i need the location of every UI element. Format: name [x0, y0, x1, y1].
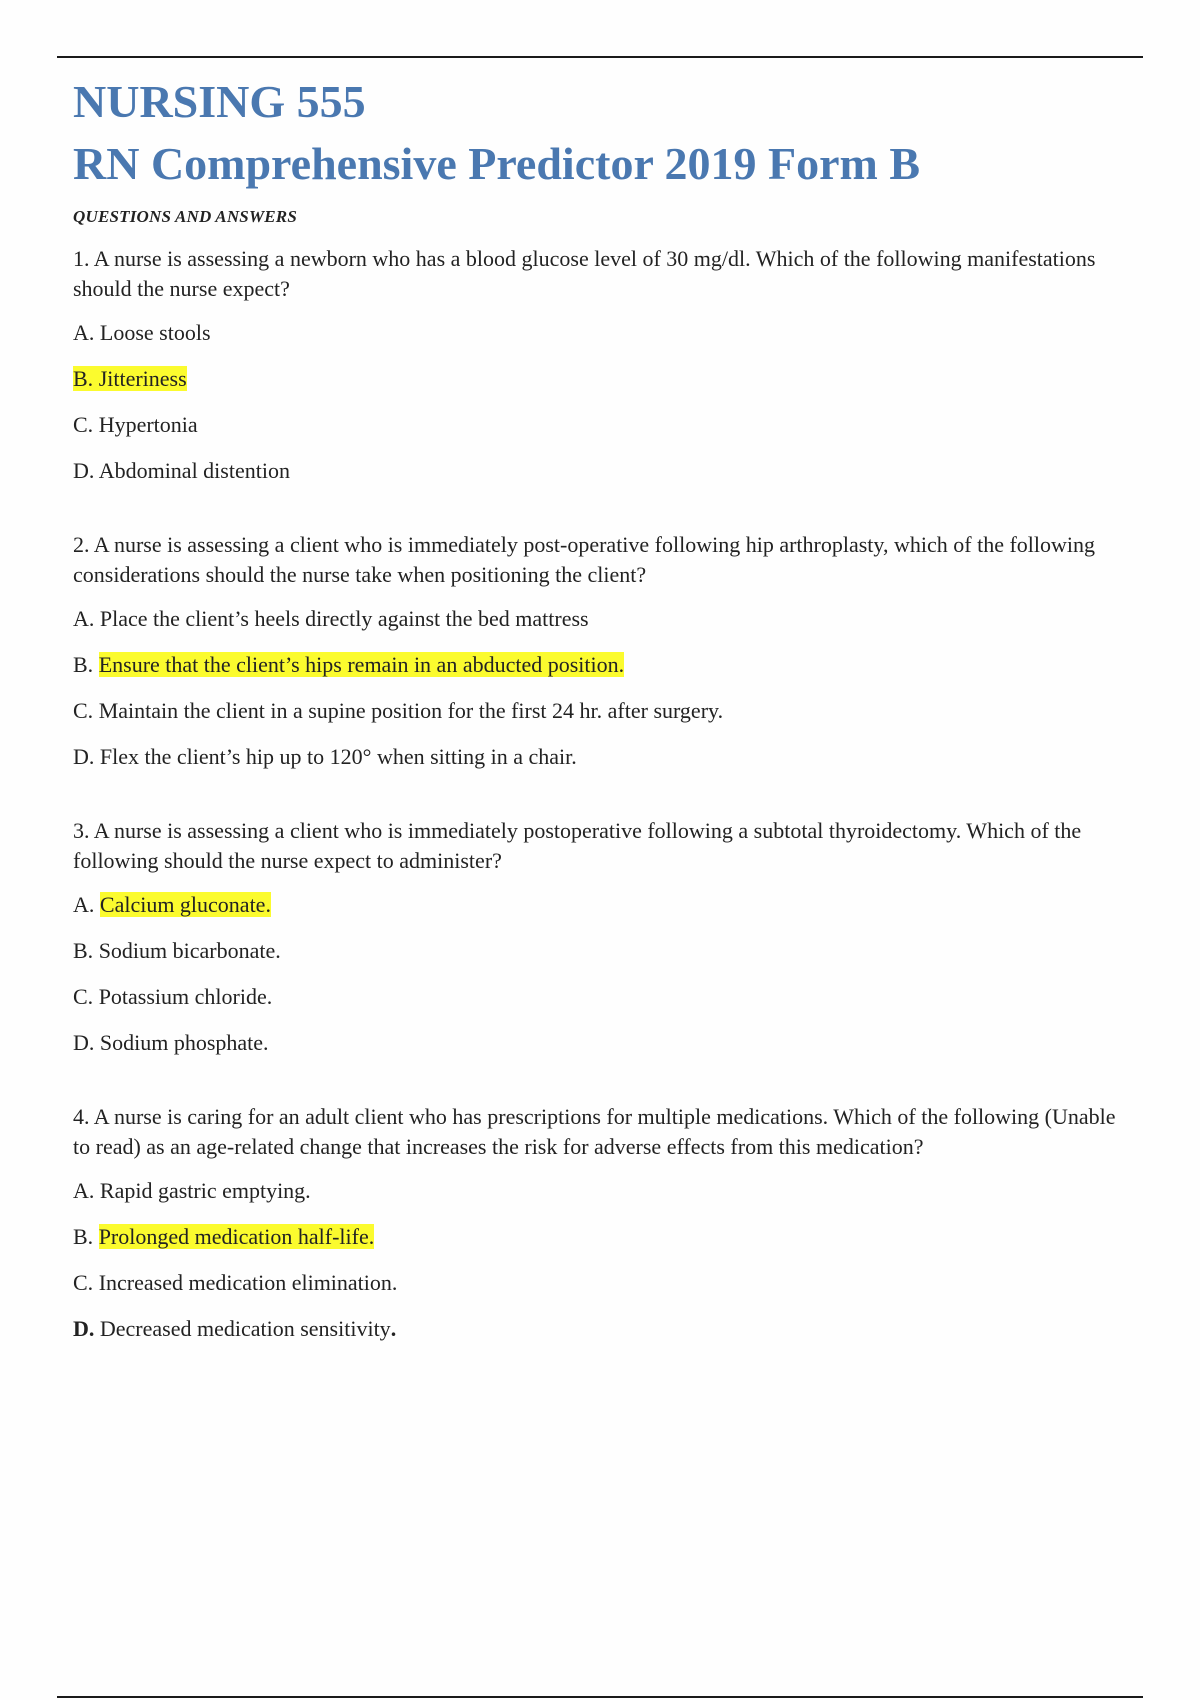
question-text: 2. A nurse is assessing a client who is immediately post-operative following hip arthroplasty, which of the following considerations should the nurse take when positioning the client?	[73, 532, 1096, 587]
answer-option-correct: A. Calcium gluconate.	[73, 892, 271, 917]
answer-option: D. Flex the client’s hip up to 120° when sitting in a chair.	[73, 744, 577, 769]
question-block-3	[73, 816, 1143, 1058]
question-block-1	[73, 244, 1143, 486]
answer-option: C. Maintain the client in a supine position for the first 24 hr. after surgery.	[73, 698, 724, 723]
answer-option: C. Potassium chloride.	[73, 984, 273, 1009]
section-subtitle: QUESTIONS AND ANSWERS	[73, 207, 298, 226]
answer-option-correct: B. Jitteriness	[73, 366, 187, 391]
question-text: 3. A nurse is assessing a client who is immediately postoperative following a subtotal thyroidectomy. Which of the following should the nurse expect to administer?	[73, 818, 1082, 873]
answer-option: A. Rapid gastric emptying.	[73, 1178, 311, 1203]
answer-option: D. Abdominal distention	[73, 458, 290, 483]
answer-option-correct: B. Prolonged medication half-life.	[73, 1224, 375, 1249]
answer-option: D. Sodium phosphate.	[73, 1030, 269, 1055]
answer-option: C. Hypertonia	[73, 412, 198, 437]
answer-option: B. Sodium bicarbonate.	[73, 938, 281, 963]
exam-title: RN Comprehensive Predictor 2019 Form B	[73, 138, 921, 189]
answer-option: A. Loose stools	[73, 320, 211, 345]
question-block-2	[73, 530, 1143, 772]
question-block-4	[73, 1102, 1143, 1344]
answer-option: C. Increased medication elimination.	[73, 1270, 398, 1295]
question-text: 1. A nurse is assessing a newborn who has a blood glucose level of 30 mg/dl. Which of the following manifestations should the nurse expect?	[73, 246, 1096, 301]
top-rule	[57, 56, 1143, 58]
answer-option: D. Decreased medication sensitivity.	[73, 1316, 397, 1341]
answer-option-correct: B. Ensure that the client’s hips remain in an abducted position.	[73, 652, 625, 677]
course-title: NURSING 555	[73, 76, 366, 127]
question-text: 4. A nurse is caring for an adult client who has prescriptions for multiple medications. Which of the following (Unable to read) as an age-related change that increases the risk for adverse effects from this medication?	[73, 1104, 1116, 1159]
answer-option: A. Place the client’s heels directly against the bed mattress	[73, 606, 589, 631]
bottom-rule	[57, 1696, 1143, 1698]
document-body	[73, 72, 1143, 1344]
